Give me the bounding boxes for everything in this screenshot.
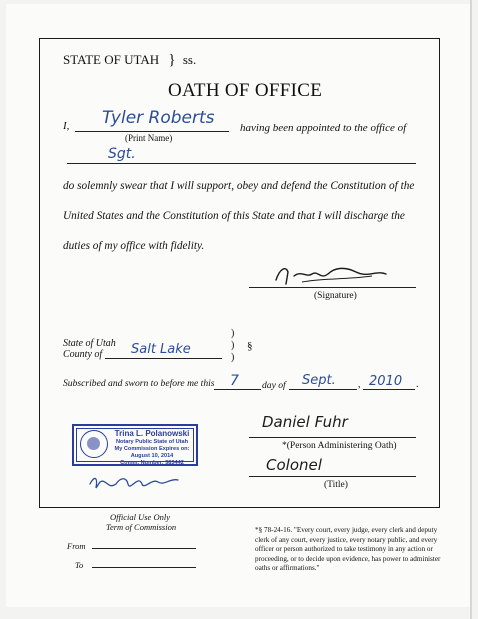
sworn-period: . <box>416 379 419 390</box>
notary-seal-text <box>112 429 192 467</box>
term-of-commission-label: Term of Commission <box>106 522 177 532</box>
venue-paren-3: ) <box>231 352 235 363</box>
ss-label: ss. <box>182 52 197 67</box>
from-label: From <box>67 541 86 551</box>
official-use-label: Official Use Only <box>110 512 170 522</box>
month-line <box>289 389 357 390</box>
year-line <box>363 389 415 390</box>
oath-signature <box>272 262 390 290</box>
state-seal-icon <box>80 430 108 458</box>
year-filled: 2010 <box>369 374 403 389</box>
county-line <box>105 358 222 359</box>
appointed-text: having been appointed to the office of <box>240 122 407 134</box>
county-filled: Salt Lake <box>131 342 191 357</box>
brace: } <box>168 52 176 68</box>
title-label: (Title) <box>324 480 348 490</box>
month-filled: Sept. <box>302 373 336 388</box>
notary-line2: My Commission Expires on: <box>114 446 190 452</box>
state-of-utah-label: State of Utah <box>63 338 116 349</box>
notary-seal-stamp <box>72 424 198 466</box>
to-label: To <box>75 560 84 570</box>
venue-paren-1: ) <box>231 328 235 339</box>
county-label: County of <box>63 349 103 360</box>
venue-paren-2: ) <box>231 340 235 351</box>
name-line <box>75 131 229 132</box>
oath-body-line3: duties of my office with fidelity. <box>63 240 205 252</box>
administrator-line <box>249 437 416 438</box>
to-line <box>92 567 196 568</box>
office-line <box>67 163 416 164</box>
oath-body-line2: United States and the Constitution of this State and that I will discharge the <box>63 210 405 222</box>
administrator-name-filled: Daniel Fuhr <box>262 413 348 431</box>
day-of-label: day of <box>262 380 286 391</box>
notary-line3: August 10, 2014 <box>130 453 174 459</box>
day-filled: 7 <box>230 373 239 389</box>
section-mark: § <box>247 340 253 352</box>
office-filled: Sgt. <box>108 146 136 162</box>
signature-line <box>249 287 416 288</box>
scan-edge <box>470 0 472 619</box>
document-title: OATH OF OFFICE <box>168 80 323 101</box>
i-label: I, <box>63 120 70 132</box>
title-filled: Colonel <box>266 456 322 474</box>
subscribed-text: Subscribed and sworn to before me this <box>63 378 215 389</box>
sworn-comma: , <box>358 379 361 390</box>
signature-label: (Signature) <box>314 291 357 301</box>
day-line <box>214 389 261 390</box>
state-heading <box>63 52 196 69</box>
notary-line1: Notary Public State of Utah <box>115 439 189 445</box>
administrator-label: *(Person Administering Oath) <box>282 441 397 451</box>
notary-name: Trina L. Polanowski <box>114 429 190 438</box>
from-line <box>92 548 196 549</box>
state-label: STATE OF UTAH <box>63 52 160 67</box>
statute-footnote: *§ 78-24-16. "Every court, every judge, every clerk and deputy clerk of any court, every justice, every notary public, and every officer or person authorized to take testimony in any action or proceeding, or to decide upon evidence, has power to administer oaths or affirmations." <box>255 526 441 573</box>
name-filled: Tyler Roberts <box>102 108 215 128</box>
title-line <box>249 476 416 477</box>
notary-line4: Comm. Number: 583442 <box>120 460 184 466</box>
print-name-label: (Print Name) <box>125 133 173 143</box>
oath-body-line1: do solemnly swear that I will support, obey and defend the Constitution of the <box>63 180 415 192</box>
notary-signature <box>86 472 182 494</box>
